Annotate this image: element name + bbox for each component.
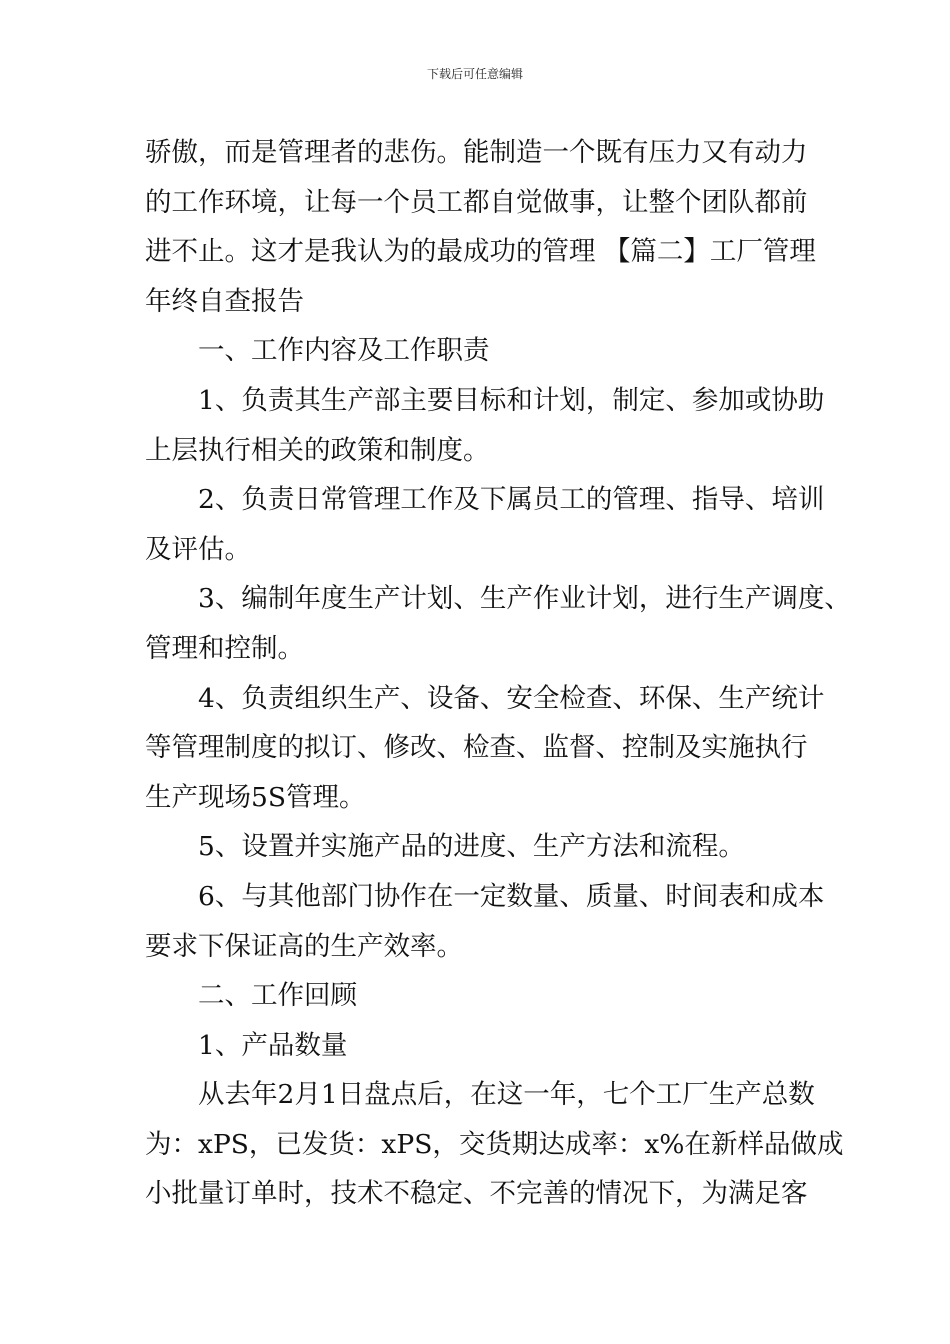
text-line: 3、编制年度生产计划、生产作业计划，进行生产调度、	[198, 583, 851, 615]
document-body	[145, 128, 851, 1219]
section-heading: 一、工作内容及工作职责	[198, 335, 490, 367]
text-line: 4、负责组织生产、设备、安全检查、环保、生产统计	[198, 682, 825, 714]
text-line: 小批量订单时，技术不稳定、不完善的情况下，为满足客	[145, 1178, 808, 1210]
text-line: 骄傲，而是管理者的悲伤。能制造一个既有压力又有动力	[145, 137, 808, 168]
subsection-heading: 1、产品数量	[198, 1029, 348, 1061]
text-line: 等管理制度的拟订、修改、检查、监督、控制及实施执行	[145, 732, 808, 764]
text-line: 及评估。	[145, 533, 251, 565]
text-line: 管理和控制。	[145, 632, 304, 664]
text-line: 5、设置并实施产品的进度、生产方法和流程。	[198, 831, 745, 863]
text-line: 的工作环境，让每一个员工都自觉做事，让整个团队都前	[145, 186, 808, 218]
text-line: 2、负责日常管理工作及下属员工的管理、指导、培训	[198, 484, 825, 516]
text-line: 要求下保证高的生产效率。	[145, 930, 463, 962]
text-line: 进不止。这才是我认为的最成功的管理 【篇二】工厂管理	[145, 236, 816, 268]
page-header: 下载后可任意编辑	[426, 67, 523, 81]
text-line: 为：xPS，已发货：xPS，交货期达成率：x%在新样品做成	[145, 1128, 844, 1160]
text-line: 上层执行相关的政策和制度。	[145, 434, 490, 466]
text-line: 从去年2月1日盘点后，在这一年，七个工厂生产总数	[198, 1079, 815, 1111]
text-line: 1、负责其生产部主要目标和计划，制定、参加或协助	[198, 384, 825, 416]
text-line: 6、与其他部门协作在一定数量、质量、时间表和成本	[198, 880, 825, 912]
section-heading: 二、工作回顾	[198, 980, 357, 1012]
text-line: 生产现场5S管理。	[145, 781, 366, 813]
text-line: 年终自查报告	[145, 285, 304, 317]
